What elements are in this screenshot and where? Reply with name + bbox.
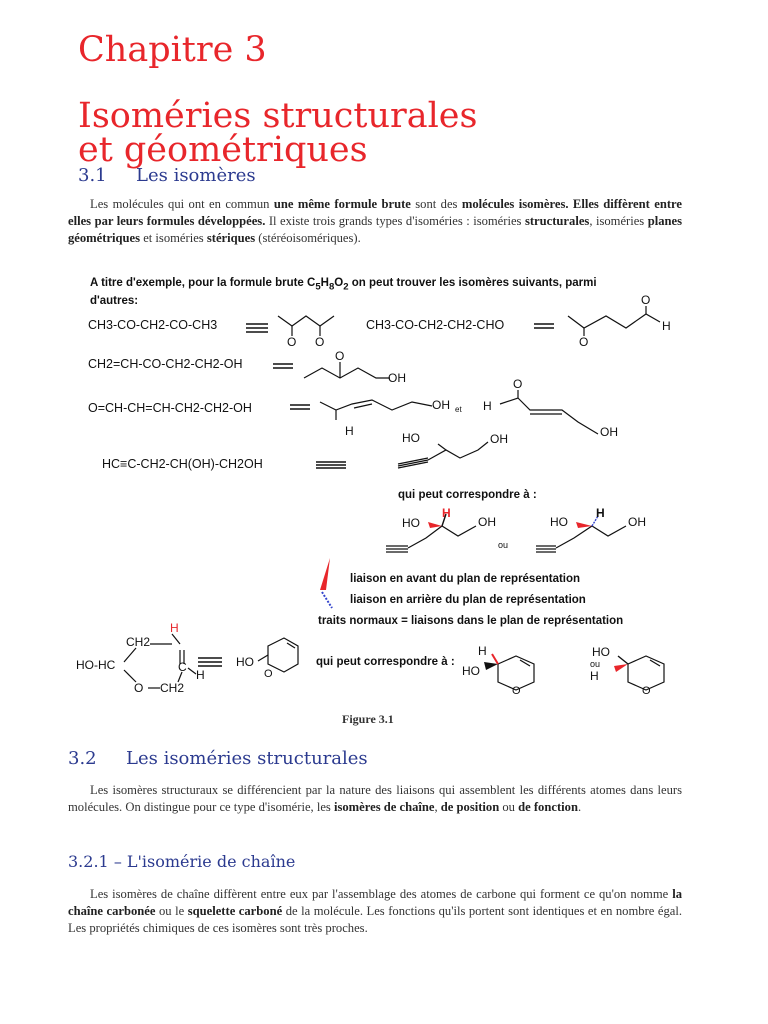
correspond-label-2: qui peut correspondre à : xyxy=(316,656,455,668)
ring-c: C xyxy=(178,660,187,674)
ring-ch2-bottom: CH2 xyxy=(160,681,185,695)
ho-label: HO xyxy=(402,431,420,445)
atom-o: O xyxy=(642,685,651,697)
bold-text: planes géométriques xyxy=(68,214,682,246)
skeletal-4 xyxy=(320,400,432,420)
figure-caption: Figure 3.1 xyxy=(342,712,394,726)
oh-label: OH xyxy=(600,425,618,439)
legend-back: liaison en arrière du plan de représentation xyxy=(350,594,586,606)
text: (stéréoisomériques). xyxy=(255,231,361,246)
atom-h: H xyxy=(590,669,599,683)
correspond-label-1: qui peut correspondre à : xyxy=(398,489,537,501)
subscript: 8 xyxy=(328,281,335,293)
ho-label: HO xyxy=(592,645,610,659)
legend-hash xyxy=(322,592,332,608)
section-3-2-1-paragraph xyxy=(68,886,682,938)
bold-text: de position xyxy=(440,800,500,815)
text: H xyxy=(320,277,329,289)
section-number: 3.1 xyxy=(78,165,107,186)
atom-o: O xyxy=(287,335,297,349)
pyran-skeletal xyxy=(258,638,298,672)
atom-o: O xyxy=(579,335,589,349)
bold-text: la chaîne carbonée xyxy=(68,887,682,919)
ring-ch2-top: CH2 xyxy=(126,635,151,649)
oh-label: OH xyxy=(432,398,450,412)
wedge-bond xyxy=(614,664,628,672)
equivalence-signs-2 xyxy=(198,658,222,666)
formula-2: CH3-CO-CH2-CH2-CHO xyxy=(366,318,505,332)
bold-text: isomères de chaîne xyxy=(333,800,435,815)
text: , isoméries xyxy=(589,214,648,229)
section-3-2-paragraph xyxy=(68,782,682,816)
atom-h: H xyxy=(596,506,605,520)
section-number: 3.2.1 xyxy=(68,852,109,871)
section-title: Les isoméries structurales xyxy=(126,748,368,769)
chapter-number: Chapitre 3 xyxy=(78,30,267,70)
section-title: – L'isomérie de chaîne xyxy=(113,852,296,871)
ring-ho-hc: HO-HC xyxy=(76,658,116,672)
text: Il existe trois grands types d'isoméries : isoméries xyxy=(265,214,525,229)
atom-o: O xyxy=(512,685,521,697)
formula-4: O=CH-CH=CH-CH2-CH2-OH xyxy=(88,401,252,415)
atom-o: O xyxy=(513,377,523,391)
text: A titre d'exemple, pour la formule brute C xyxy=(90,277,316,289)
atom-h: H xyxy=(483,399,492,413)
section-3-1-heading xyxy=(78,165,256,186)
ho-label: HO xyxy=(402,516,420,530)
ou-label: ou xyxy=(498,540,509,550)
atom-h: H xyxy=(662,319,671,333)
oh-label: OH xyxy=(478,515,496,529)
skeletal-5 xyxy=(398,442,488,468)
subscript: 5 xyxy=(315,281,321,293)
legend-normal: traits normaux = liaisons dans le plan de représentation xyxy=(318,615,624,627)
text: d'autres: xyxy=(90,295,139,308)
et-label: et xyxy=(455,405,462,414)
text: Les isomères structuraux se différencient par la nature des liaisons qui assemblent les différents atomes dans leurs molécules. On distingue pour ce type d'isomérie, les xyxy=(68,783,682,815)
ring-h: H xyxy=(196,668,205,682)
oh-label: OH xyxy=(388,371,406,385)
formula-5: HC≡C-CH2-CH(OH)-CH2OH xyxy=(102,457,263,471)
bold-text: de fonction xyxy=(518,800,578,815)
legend-wedge xyxy=(320,558,330,590)
section-3-1-paragraph xyxy=(68,196,682,248)
chapter-title-line2: et géométriques xyxy=(78,130,368,170)
section-3-2-1-heading xyxy=(68,852,295,871)
atom-o: O xyxy=(315,335,325,349)
bold-text: squelette carboné xyxy=(187,904,283,919)
chapter-title-line1: Isoméries structurales xyxy=(78,96,478,136)
oh-label: OH xyxy=(490,432,508,446)
legend-front: liaison en avant du plan de représentation xyxy=(350,573,581,585)
text: de la molécule. Les fonctions qu'ils portent sont identiques et en nombre égal. Les propriétés chimiques de ces isomères sont très proches. xyxy=(68,904,682,936)
skeletal-4b xyxy=(500,390,598,434)
figure-3-1-diagram xyxy=(0,290,768,710)
bold-text: stériques xyxy=(206,231,256,246)
stereo-left xyxy=(386,526,476,552)
text: , xyxy=(434,800,441,815)
section-number: 3.2 xyxy=(68,748,97,769)
text: Les molécules qui ont en commun xyxy=(90,197,274,211)
bold-text: molécules isomères. xyxy=(461,197,569,211)
skeletal-3 xyxy=(304,362,390,378)
skeletal-1 xyxy=(278,316,334,336)
atom-o: O xyxy=(335,349,345,363)
text: . xyxy=(577,800,582,815)
stereo-right xyxy=(536,526,626,552)
text: O xyxy=(334,277,344,289)
ring-o: O xyxy=(134,681,144,695)
skeletal-2 xyxy=(568,306,660,336)
bold-text: Elles diffèrent entre elles par leurs formules développées. xyxy=(68,197,682,229)
section-title: Les isomères xyxy=(136,165,256,186)
text: et isoméries xyxy=(140,231,207,246)
bold-text: une même formule brute xyxy=(273,197,411,211)
atom-h: H xyxy=(478,644,487,658)
ring-h-top: H xyxy=(170,621,179,635)
text: Les isomères de chaîne diffèrent entre eux par l'assemblage des atomes de carbone qui forment ce qu'on nomme xyxy=(90,887,673,901)
formula-1: CH3-CO-CH2-CO-CH3 xyxy=(88,318,218,332)
ho-label: HO xyxy=(550,515,568,529)
formula-3: CH2=CH-CO-CH2-CH2-OH xyxy=(88,357,243,371)
text: sont des xyxy=(410,197,462,211)
atom-h: H xyxy=(345,424,354,438)
oh-label: OH xyxy=(628,515,646,529)
wedge-bond xyxy=(484,662,498,670)
ho-label: HO xyxy=(236,655,254,669)
text: on peut trouver les isomères suivants, parmi xyxy=(348,277,597,289)
atom-o: O xyxy=(264,668,273,680)
atom-h: H xyxy=(442,506,451,520)
atom-o: O xyxy=(641,293,651,307)
ho-label: HO xyxy=(462,664,480,678)
ou-label: ou xyxy=(590,659,601,669)
section-3-2-heading xyxy=(68,748,368,769)
text: ou le xyxy=(155,904,188,919)
subscript: 2 xyxy=(343,281,349,293)
text: ou xyxy=(499,800,519,815)
bold-text: structurales xyxy=(524,214,590,229)
